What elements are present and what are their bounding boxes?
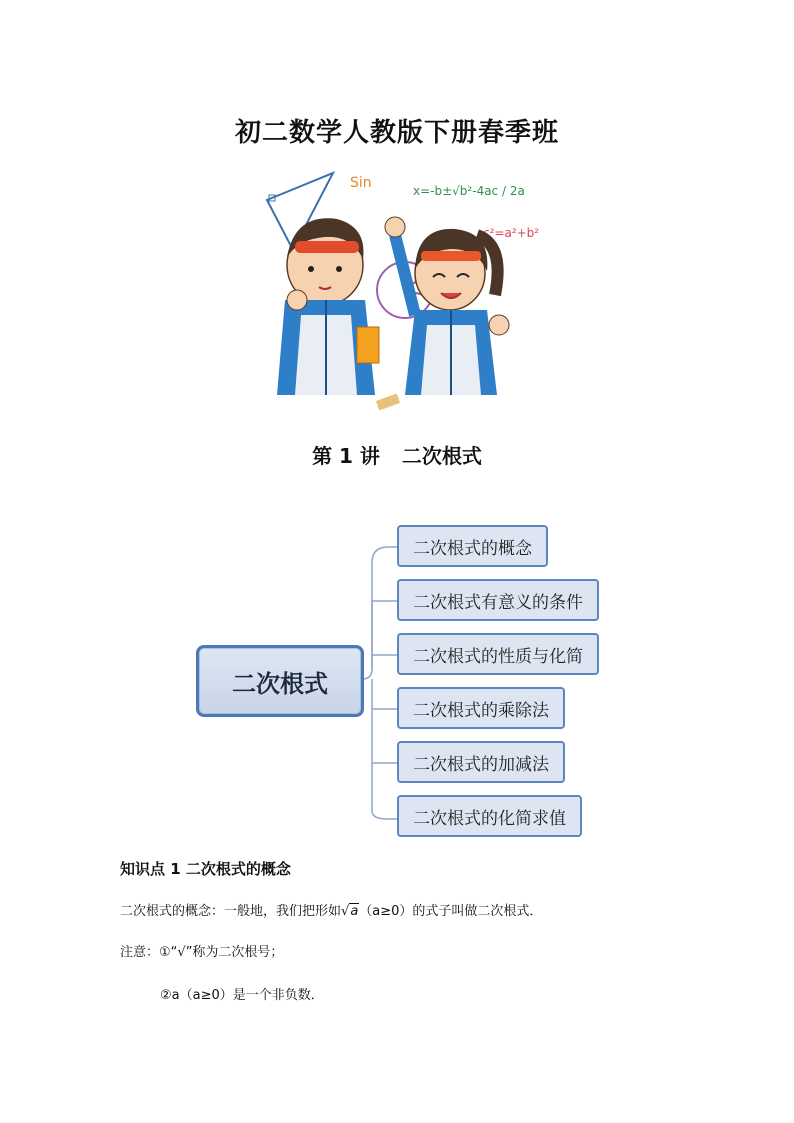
- mind-map-center-node: 二次根式: [196, 645, 364, 717]
- branch-meaningful-condition: 二次根式有意义的条件: [397, 579, 599, 621]
- sqrt-radicand: a: [350, 904, 359, 919]
- sin-label: Sin: [350, 175, 372, 191]
- definition-paragraph: [120, 900, 542, 919]
- lecture-topic: 二次根式: [401, 444, 482, 468]
- note-suffix: ”称为二次根号；: [185, 945, 284, 960]
- branch-multiply-divide: 二次根式的乘除法: [397, 687, 565, 729]
- quadratic-formula-label: x=-b±√b²-4ac / 2a: [413, 184, 525, 198]
- definition-suffix: （a≥0）的式子叫做二次根式．: [359, 904, 543, 919]
- branch-add-subtract: 二次根式的加减法: [397, 741, 565, 783]
- lecture-number: 第 1 讲: [312, 444, 380, 468]
- document-title: 初二数学人教版下册春季班: [234, 118, 559, 148]
- definition-prefix: 二次根式的概念：一般地，我们把形如: [120, 904, 342, 919]
- note-paragraph: [120, 941, 283, 960]
- lecture-title: [0, 440, 794, 469]
- sqrt-a-expression: √a: [341, 904, 359, 919]
- pythagoras-label: c²=a²+b²: [483, 226, 540, 240]
- students-math-illustration: [255, 165, 545, 425]
- branch-concept: 二次根式的概念: [397, 525, 548, 567]
- note-point-two: ②a（a≥0）是一个非负数．: [160, 988, 324, 1003]
- branch-simplify-evaluate: 二次根式的化简求值: [397, 795, 582, 837]
- branch-properties-simplification: 二次根式的性质与化简: [397, 633, 599, 675]
- radical-symbol: √: [177, 945, 186, 960]
- section-heading: 知识点 1 二次根式的概念: [120, 860, 291, 878]
- note-prefix: 注意：①“: [120, 945, 178, 960]
- mind-map: [0, 515, 794, 845]
